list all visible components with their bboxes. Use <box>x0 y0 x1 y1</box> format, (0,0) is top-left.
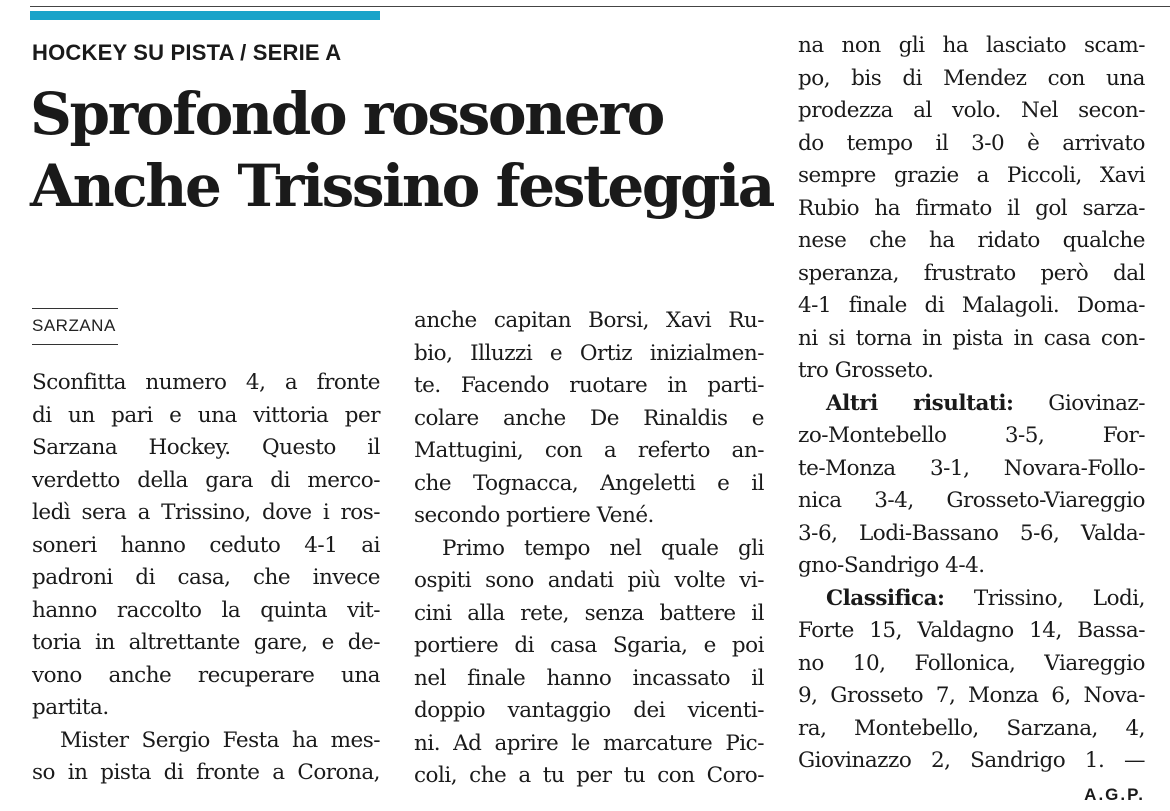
results-line: te-Monza 3-1, Novara-Follo- <box>798 453 1145 486</box>
results-line <box>798 388 1145 421</box>
dateline: SARZANA <box>32 309 118 344</box>
standings-line: 9, Grosseto 7, Monza 6, Nova- <box>798 680 1145 713</box>
standings-line: ra, Montebello, Sarzana, 4, <box>798 713 1145 746</box>
text-line: Rubio ha firmato il gol sarza- <box>798 193 1145 226</box>
text-line: po, bis di Mendez con una <box>798 63 1145 96</box>
text-line: Primo tempo nel quale gli <box>414 533 764 566</box>
article-column-1 <box>32 367 380 790</box>
results-text: Giovinaz- <box>1013 391 1145 416</box>
standings-line <box>798 583 1145 616</box>
article-column-2 <box>414 305 764 793</box>
text-line: ledì sera a Trissino, dove i ros- <box>32 497 380 530</box>
signature-line <box>798 778 1145 811</box>
text-line: do tempo il 3-0 è arrivato <box>798 128 1145 161</box>
text-line: secondo portiere Vené. <box>414 500 764 533</box>
results-label: Altri risultati: <box>826 391 1013 416</box>
text-line: doppio vantaggio dei vicenti- <box>414 695 764 728</box>
standings-text: Trissino, Lodi, <box>944 586 1145 611</box>
text-line: tro Grosseto. <box>798 355 1145 388</box>
text-line: vono anche recuperare una <box>32 660 380 693</box>
text-line: Sconfitta numero 4, a fronte <box>32 367 380 400</box>
text-line: coli, che a tu per tu con Coro- <box>414 760 764 793</box>
results-line: zo-Montebello 3-5, For- <box>798 420 1145 453</box>
text-line: na non gli ha lasciato scam- <box>798 30 1145 63</box>
accent-bar <box>30 11 380 20</box>
headline-line-2: Anche Trissino festeggia <box>30 150 790 222</box>
author-signature: A.G.P. <box>1084 785 1145 804</box>
standings-line: Forte 15, Valdagno 14, Bassa- <box>798 615 1145 648</box>
text-line: portiere di casa Sgaria, e poi <box>414 630 764 663</box>
article-headline <box>30 78 790 222</box>
text-line: bio, Illuzzi e Ortiz inizialmen- <box>414 338 764 371</box>
standings-line: no 10, Follonica, Viareggio <box>798 648 1145 681</box>
results-line: nica 3-4, Grosseto-Viareggio <box>798 485 1145 518</box>
text-line: padroni di casa, che invece <box>32 562 380 595</box>
text-line: nese che ha ridato qualche <box>798 225 1145 258</box>
text-line: di un pari e una vittoria per <box>32 400 380 433</box>
dateline-block <box>32 308 118 345</box>
standings-label: Classifica: <box>826 586 944 611</box>
text-line: ni. Ad aprire le marcature Pic- <box>414 728 764 761</box>
text-line: prodezza al volo. Nel secon- <box>798 95 1145 128</box>
text-line: soneri hanno ceduto 4-1 ai <box>32 530 380 563</box>
top-rule <box>30 6 1170 7</box>
text-line: toria in altrettante gare, e de- <box>32 627 380 660</box>
headline-line-1: Sprofondo rossonero <box>30 78 790 150</box>
dateline-rule-bottom <box>32 344 118 345</box>
text-line: hanno raccolto la quinta vit- <box>32 595 380 628</box>
text-line: Sarzana Hockey. Questo il <box>32 432 380 465</box>
text-line: partita. <box>32 692 380 725</box>
section-kicker: HOCKEY SU PISTA / SERIE A <box>32 40 341 66</box>
text-line: anche capitan Borsi, Xavi Ru- <box>414 305 764 338</box>
results-line: 3-6, Lodi-Bassano 5-6, Valda- <box>798 518 1145 551</box>
text-line: cini alla rete, senza battere il <box>414 598 764 631</box>
results-line: gno-Sandrigo 4-4. <box>798 550 1145 583</box>
text-line: ospiti sono andati più volte vi- <box>414 565 764 598</box>
text-line: 4-1 finale di Malagoli. Doma- <box>798 290 1145 323</box>
text-line: colare anche De Rinaldis e <box>414 403 764 436</box>
text-line: Mattugini, con a referto an- <box>414 435 764 468</box>
text-line: verdetto della gara di merco- <box>32 465 380 498</box>
text-line: ni si torna in pista in casa con- <box>798 323 1145 356</box>
text-line: sempre grazie a Piccoli, Xavi <box>798 160 1145 193</box>
article-column-3 <box>798 30 1145 811</box>
text-line: che Tognacca, Angeletti e il <box>414 468 764 501</box>
text-line: nel finale hanno incassato il <box>414 663 764 696</box>
text-line: Mister Sergio Festa ha mes- <box>32 725 380 758</box>
text-line: so in pista di fronte a Corona, <box>32 757 380 790</box>
standings-line: Giovinazzo 2, Sandrigo 1. — <box>798 745 1145 778</box>
text-line: te. Facendo ruotare in parti- <box>414 370 764 403</box>
text-line: speranza, frustrato però dal <box>798 258 1145 291</box>
